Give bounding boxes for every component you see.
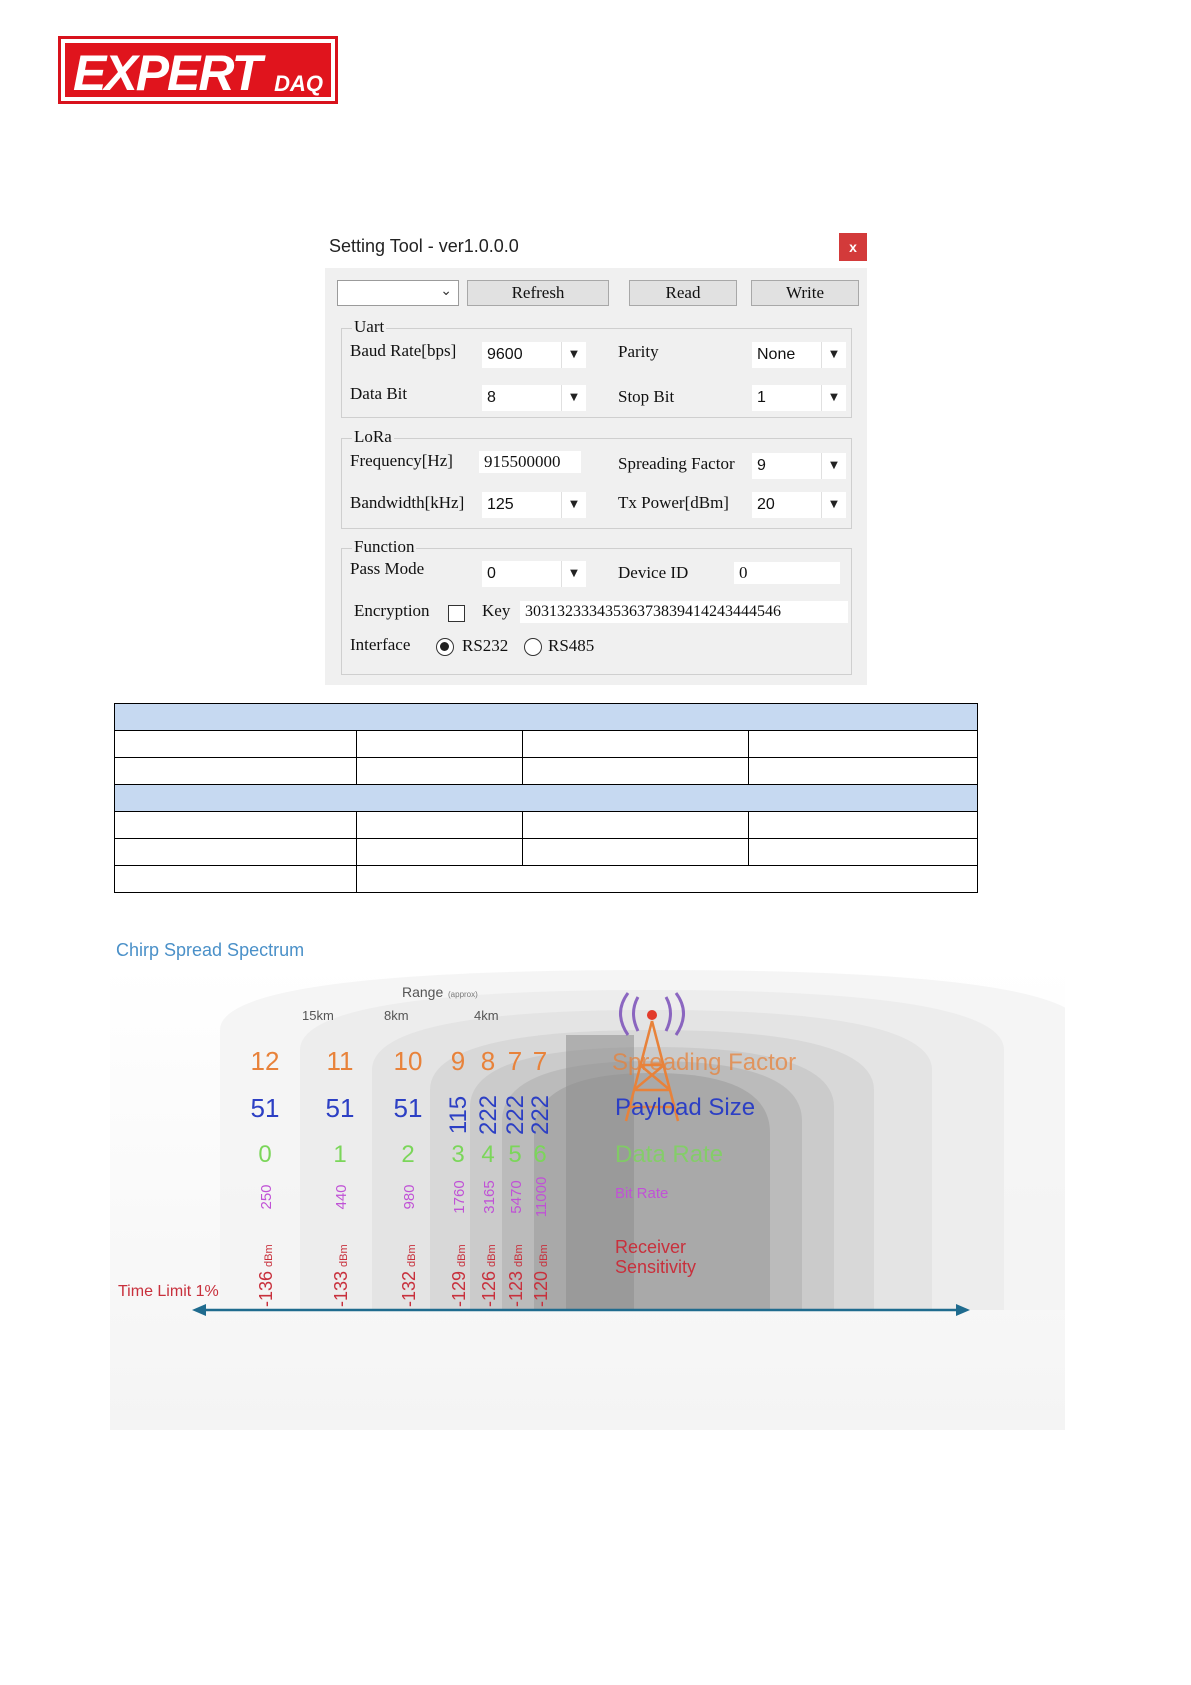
stop-bit-label: Stop Bit: [618, 387, 675, 406]
table-cell: [749, 758, 978, 785]
spreading-factor-label: Spreading Factor: [618, 454, 735, 473]
dropdown-arrow-icon: ▼: [561, 385, 586, 411]
table-cell: [115, 812, 357, 839]
uart-group-title: Uart: [354, 317, 385, 336]
rs232-label: RS232: [462, 636, 509, 655]
payload-size-value: 51: [393, 1093, 423, 1123]
rs485-label: RS485: [548, 636, 595, 655]
table-cell: [522, 758, 749, 785]
spec-table: [114, 703, 978, 893]
payload-size-value: 51: [250, 1093, 280, 1123]
payload-size-value: 115: [445, 1095, 472, 1135]
table-row: [115, 758, 978, 785]
sensitivity-number: -123: [506, 1270, 526, 1307]
table-cell: [356, 839, 522, 866]
sensitivity-number: -136: [256, 1270, 276, 1307]
table-cell: [115, 758, 357, 785]
read-button[interactable]: Read: [629, 280, 737, 306]
bandwidth-label: Bandwidth[kHz]: [350, 493, 465, 512]
sensitivity-unit: dBm: [456, 1244, 468, 1267]
parity-select[interactable]: [752, 342, 846, 368]
pass-mode-value: 0: [487, 565, 496, 582]
table-row: [115, 812, 978, 839]
table-row: [115, 731, 978, 758]
table-header-row: [115, 704, 978, 731]
device-id-input[interactable]: 0: [734, 562, 840, 584]
dropdown-arrow-icon: ▼: [561, 561, 586, 587]
range-mark: 15km: [302, 1008, 334, 1023]
table-row: [115, 839, 978, 866]
close-button[interactable]: x: [839, 233, 867, 261]
logo-background: [65, 43, 331, 101]
data-rate-value: 6: [533, 1141, 547, 1168]
spreading-factor-value: 9: [757, 457, 766, 474]
bit-rate-value: 980: [401, 1184, 418, 1210]
table-cell: [749, 839, 978, 866]
write-button[interactable]: Write: [751, 280, 859, 306]
chirp-spread-spectrum-figure: [110, 935, 1065, 1430]
table-cell: [115, 839, 357, 866]
tx-power-value: 20: [757, 496, 775, 513]
bit-rate-value: 1760: [451, 1180, 468, 1214]
sensitivity-number: -120: [531, 1270, 551, 1307]
lora-range-chart: [110, 935, 1065, 1430]
time-limit-label: Time Limit 1%: [118, 1283, 219, 1300]
bit-rate-value: 3165: [481, 1180, 498, 1214]
table-cell: [356, 731, 522, 758]
frequency-label: Frequency[Hz]: [350, 451, 453, 470]
bandwidth-value: 125: [487, 496, 514, 513]
key-label: Key: [482, 601, 511, 620]
data-rate-value: 3: [451, 1141, 465, 1168]
encryption-checkbox[interactable]: [448, 605, 465, 622]
interface-label: Interface: [350, 635, 411, 654]
uart-group: [341, 317, 852, 418]
sensitivity-number: -133: [331, 1270, 351, 1307]
row-label-payload-size: Payload Size: [615, 1094, 756, 1121]
table-cell: [522, 839, 749, 866]
payload-size-value: 222: [475, 1094, 502, 1136]
window-title: Setting Tool - ver1.0.0.0: [329, 236, 519, 256]
range-label: Range: [402, 984, 444, 1000]
data-bit-label: Data Bit: [350, 384, 408, 403]
bandwidth-select[interactable]: [482, 492, 586, 518]
dropdown-arrow-icon: ▼: [821, 385, 846, 411]
figure-title: Chirp Spread Spectrum: [116, 940, 305, 960]
sensitivity-unit: dBm: [513, 1244, 525, 1267]
spreading-factor-value: 9: [450, 1046, 466, 1076]
frequency-input[interactable]: 915500000: [479, 451, 581, 473]
table-cell: [115, 866, 357, 893]
bit-rate-value: 440: [333, 1184, 350, 1210]
sensitivity-unit: dBm: [538, 1244, 550, 1267]
table-row: [115, 866, 978, 893]
table-cell: [115, 704, 978, 731]
baud-rate-value: 9600: [487, 346, 523, 363]
lora-group: [341, 427, 852, 529]
sensitivity-number: -132: [399, 1270, 419, 1307]
rs232-radio[interactable]: [436, 638, 454, 656]
baud-rate-label: Baud Rate[bps]: [350, 341, 457, 360]
range-mark: 8km: [384, 1008, 409, 1023]
table-cell: [749, 812, 978, 839]
sensitivity-unit: dBm: [263, 1244, 275, 1267]
payload-size-value: 222: [527, 1094, 554, 1136]
bit-rate-value: 5470: [508, 1180, 525, 1214]
logo-main-text: EXPERT: [73, 45, 261, 101]
data-bit-select[interactable]: [482, 385, 586, 411]
rs485-radio[interactable]: [524, 638, 542, 656]
stop-bit-value: 1: [757, 389, 766, 406]
table-cell: [356, 866, 977, 893]
spreading-factor-select[interactable]: [752, 453, 846, 479]
tx-power-select[interactable]: [752, 492, 846, 518]
parity-value: None: [757, 346, 796, 363]
dropdown-arrow-icon: ▼: [821, 492, 846, 518]
table-cell: [115, 731, 357, 758]
radio-selected-dot: [440, 642, 449, 651]
pass-mode-label: Pass Mode: [350, 559, 425, 578]
chevron-down-icon: ⌄: [440, 283, 452, 299]
table-header-row: [115, 785, 978, 812]
dropdown-arrow-icon: ▼: [561, 342, 586, 368]
function-group: [341, 537, 852, 675]
row-label-spreading-factor: Spreading Factor: [612, 1049, 797, 1076]
window-body: [325, 268, 867, 685]
dropdown-arrow-icon: ▼: [821, 453, 846, 479]
device-id-label: Device ID: [618, 563, 689, 582]
sensitivity-unit: dBm: [406, 1244, 418, 1267]
table-cell: [522, 731, 749, 758]
payload-size-value: 222: [502, 1094, 529, 1136]
sensitivity-number: -126: [479, 1270, 499, 1307]
row-label-sensitivity: Sensitivity: [615, 1257, 697, 1277]
sensitivity-unit: dBm: [486, 1244, 498, 1267]
row-label-bit-rate: Bit Rate: [615, 1185, 669, 1202]
data-rate-value: 5: [508, 1141, 522, 1168]
payload-size-value: 51: [325, 1093, 355, 1123]
bit-rate-value: 11000: [533, 1176, 550, 1218]
key-input[interactable]: 30313233343536373839414243444546: [520, 601, 848, 623]
data-rate-value: 0: [258, 1141, 272, 1168]
data-rate-value: 1: [333, 1141, 347, 1168]
row-label-data-rate: Data Rate: [615, 1141, 724, 1168]
lora-group-title: LoRa: [354, 427, 392, 446]
sensitivity-unit: dBm: [338, 1244, 350, 1267]
row-label-receiver: Receiver: [615, 1237, 687, 1257]
data-bit-value: 8: [487, 389, 496, 406]
setting-tool-window: [325, 230, 867, 685]
logo-sub-text: DAQ: [274, 71, 323, 96]
tx-power-label: Tx Power[dBm]: [618, 493, 729, 512]
parity-label: Parity: [618, 342, 659, 361]
spreading-factor-value: 7: [507, 1046, 523, 1076]
spreading-factor-value: 8: [480, 1046, 496, 1076]
dropdown-arrow-icon: ▼: [821, 342, 846, 368]
range-mark: 4km: [474, 1008, 499, 1023]
range-note: (approx): [448, 990, 478, 999]
table-cell: [356, 812, 522, 839]
data-rate-value: 4: [481, 1141, 495, 1168]
table-cell: [356, 758, 522, 785]
baud-rate-select[interactable]: [482, 342, 586, 368]
stop-bit-select[interactable]: [752, 385, 846, 411]
spreading-factor-value: 12: [250, 1046, 280, 1076]
dropdown-arrow-icon: ▼: [561, 492, 586, 518]
data-rate-value: 2: [401, 1141, 415, 1168]
encryption-label: Encryption: [354, 601, 430, 620]
spreading-factor-value: 7: [532, 1046, 548, 1076]
sensitivity-number: -129: [449, 1270, 469, 1307]
spreading-factor-value: 10: [393, 1046, 423, 1076]
table-cell: [522, 812, 749, 839]
table-cell: [115, 785, 978, 812]
function-group-title: Function: [354, 537, 415, 556]
refresh-button[interactable]: Refresh: [467, 280, 609, 306]
table-cell: [749, 731, 978, 758]
spreading-factor-value: 11: [326, 1046, 354, 1076]
pass-mode-select[interactable]: [482, 561, 586, 587]
expertdaq-logo: [58, 36, 338, 104]
bit-rate-value: 250: [258, 1184, 275, 1210]
port-select[interactable]: [337, 280, 459, 306]
